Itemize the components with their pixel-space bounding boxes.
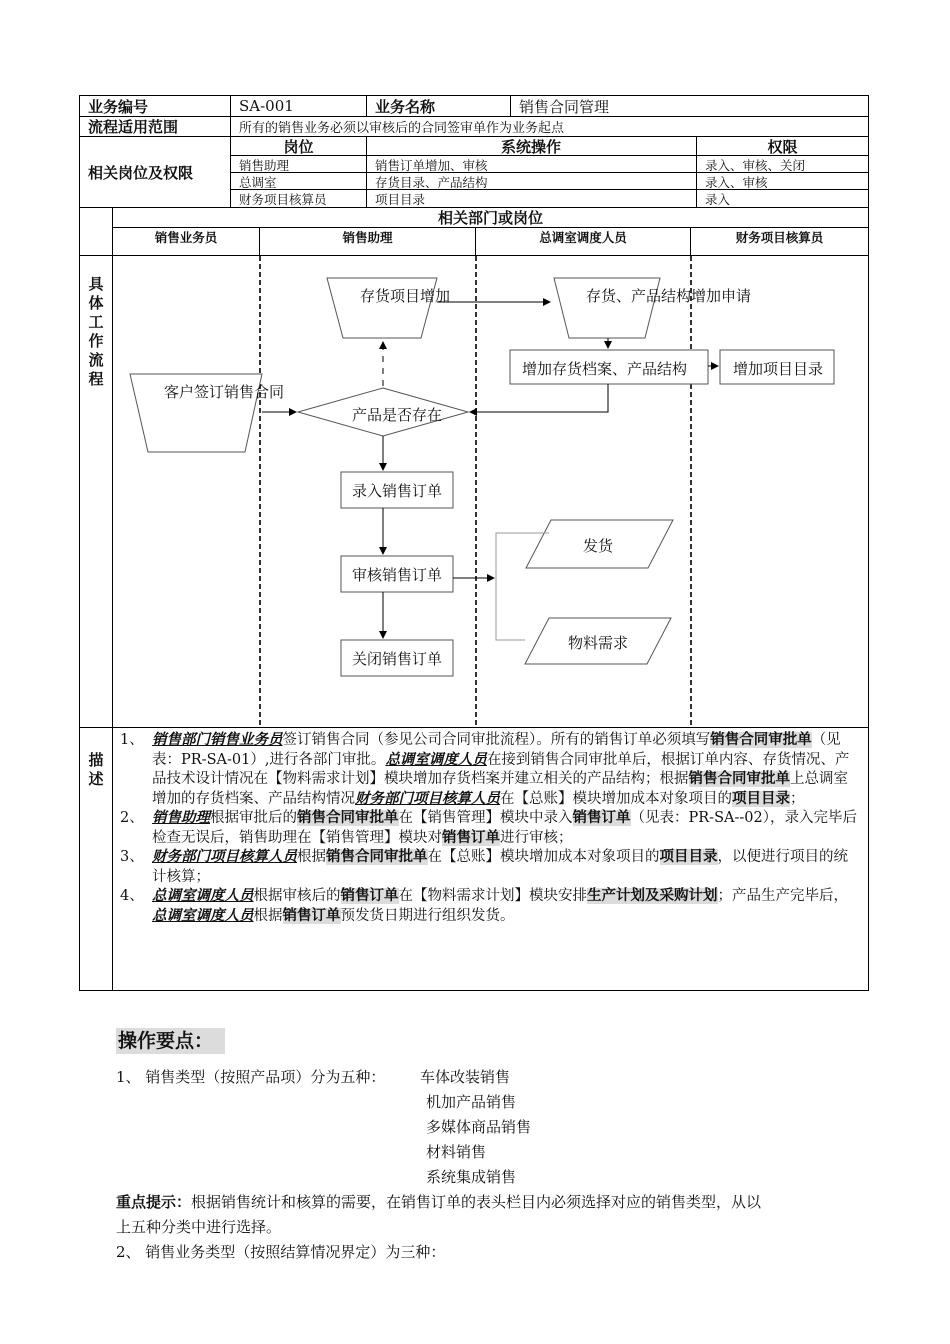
biz-name-value: 销售合同管理 <box>519 97 610 116</box>
role-ops: 存货目录、产品结构 <box>375 174 488 190</box>
lane-header: 销售业务员 <box>154 230 218 245</box>
node-close-order: 关闭销售订单 <box>352 650 443 668</box>
sale-type: 材料销售 <box>426 1143 487 1161</box>
node-ship: 发货 <box>583 537 614 555</box>
tip-paragraph <box>116 1190 856 1215</box>
sale-type: 系统集成销售 <box>426 1168 517 1186</box>
notes-item-1: 1、 销售类型（按照产品项）分为五种： <box>116 1068 386 1086</box>
role-ops: 项目目录 <box>375 191 426 207</box>
lane-header: 总调室调度人员 <box>539 230 627 245</box>
tip-label: 重点提示： <box>116 1193 192 1211</box>
notes-item-2: 2、 销售业务类型（按照结算情况界定）为三种： <box>116 1243 446 1261</box>
desc-side-label: 描 述 <box>88 751 104 788</box>
lane-header: 销售助理 <box>342 230 393 245</box>
node-product-exists: 产品是否存在 <box>352 406 443 424</box>
col-rights: 权限 <box>767 137 798 156</box>
notes-heading: 操作要点： <box>116 1028 225 1054</box>
flow-side-label: 具 体 工 作 流 程 <box>88 275 104 388</box>
tip-text-cont: 上五种分类中进行选择。 <box>116 1218 282 1236</box>
node-add-project-dir: 增加项目目录 <box>733 360 824 378</box>
desc-item-3: 3、 财务部门项目核算人员根据销售合同审批单在【总账】模块增加成本对象项目的项目目录，以便进行项目的统计核算； <box>120 849 848 885</box>
roles-label: 相关岗位及权限 <box>88 163 194 182</box>
desc-item-4: 4、 总调室调度人员根据审核后的销售订单在【物料需求计划】模块安排生产计划及采购计划；产品生产完毕后，总调室调度人员根据销售订单预发货日期进行组织发货。 <box>120 888 848 924</box>
node-material-demand: 物料需求 <box>568 634 629 652</box>
col-post: 岗位 <box>283 137 314 156</box>
role-rights: 录入、审核、关闭 <box>705 157 806 173</box>
role-rights: 录入、审核 <box>705 174 768 190</box>
sale-type: 多媒体商品销售 <box>426 1118 532 1136</box>
biz-name-label: 业务名称 <box>375 97 436 116</box>
node-review-order: 审核销售订单 <box>352 566 443 584</box>
node-add-inventory-file: 增加存货档案、产品结构 <box>522 360 688 378</box>
node-add-inventory-item: 存货项目增加 <box>360 287 451 305</box>
sale-type: 车体改装销售 <box>420 1068 511 1086</box>
node-customer-contract: 客户签订销售合同 <box>164 383 285 401</box>
scope-label: 流程适用范围 <box>88 117 179 136</box>
scope-value: 所有的销售业务必须以审核后的合同签审单作为业务起点 <box>239 120 565 136</box>
description-list <box>120 731 862 926</box>
biz-no-value: SA-001 <box>239 97 294 115</box>
role-post: 销售助理 <box>239 157 290 173</box>
role-ops: 销售订单增加、审核 <box>375 157 488 173</box>
node-inventory-request: 存货、产品结构增加申请 <box>586 287 752 305</box>
role-post: 总调室 <box>239 174 277 190</box>
lane-header: 财务项目核算员 <box>735 230 824 245</box>
role-post: 财务项目核算员 <box>239 191 327 207</box>
dept-header: 相关部门或岗位 <box>437 209 543 227</box>
col-ops: 系统操作 <box>500 137 561 156</box>
sale-type: 机加产品销售 <box>426 1093 517 1111</box>
node-enter-order: 录入销售订单 <box>352 482 443 500</box>
role-rights: 录入 <box>705 191 731 207</box>
biz-no-label: 业务编号 <box>88 97 149 116</box>
desc-item-2: 2、 销售助理根据审批后的销售合同审批单在【销售管理】模块中录入销售订单（见表：PR-SA--02），录入完毕后检查无误后，销售助理在【销售管理】模块对销售订单进行审核； <box>120 810 857 846</box>
tip-text: 根据销售统计和核算的需要，在销售订单的表头栏目内必须选择对应的销售类型，从以 <box>191 1193 762 1211</box>
desc-item-1: 1、 销售部门销售业务员签订销售合同（参见公司合同审批流程）。所有的销售订单必须填写销售合同审批单（见表：PR-SA-01）,进行各部门审批。总调室调度人员在接到销售合同审批单后，根据订单内容、存货情况、产品技术设计情况在【物料需求计划】模块增加存货档案并建立相关的产品结构；根据销售合同审批单上总调室增加的存货档案、产品结构情况财务部门项目核算人员在【总账】模块增加成本对象项目的项目目录； <box>120 732 850 807</box>
